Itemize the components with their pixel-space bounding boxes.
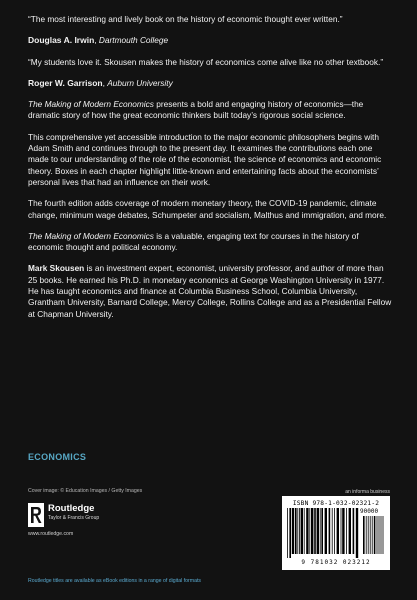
barcode-bar (320, 508, 321, 554)
author-name: Mark Skousen (28, 263, 85, 274)
quote-affiliation: Dartmouth College (98, 35, 169, 46)
description-paragraph-3: The fourth edition adds coverage of modern monetary theory, the COVID-19 pandemic, climate change, minimum wage debates, Schumpeter and socialism, Malthus and immigration, and more. (28, 198, 387, 220)
quote-author: Roger W. Garrison (28, 77, 103, 88)
barcode-bar (292, 508, 294, 554)
quote-irwin-attribution: Douglas A. Irwin, Dartmouth College (28, 35, 169, 46)
barcode-addon-bar (383, 516, 384, 554)
isbn-number: ISBN 978-1-032-02321-2 (292, 500, 380, 507)
isbn-barcode (282, 496, 390, 570)
book-title: The Making of Modern Economics (28, 99, 154, 110)
barcode-bar (346, 508, 347, 554)
author-bio (28, 263, 393, 319)
barcode-addon-bar (374, 516, 376, 554)
quote-garrison-attribution: Roger W. Garrison, Auburn University (28, 77, 173, 88)
barcode-addon-bar (363, 516, 365, 554)
barcode-bar (325, 508, 327, 554)
barcode-bar (329, 508, 331, 554)
barcode-bar (332, 508, 333, 554)
barcode-bar (337, 508, 339, 554)
barcode-bar (314, 508, 316, 554)
description-paragraph-4 (28, 231, 393, 254)
quote-irwin: “The most interesting and lively book on the history of economic thought ever written.” (28, 14, 343, 24)
barcode-addon-bar (366, 516, 367, 554)
cover-image-credit: Cover image: © Education Images / Getty Images (28, 488, 143, 494)
author-bio-text: is an investment expert, economist, university professor, and author of more than 25 books. He earned his Ph.D. in monetary economics at George Washington University in 1977. He has taught economics and finance at Columbia Business School, Columbia University, Grantham University, Barnard College, Mercy College, Rollins College and as a Presidential Fellow at Chapman University. (28, 263, 392, 319)
description-paragraph-1 (28, 99, 393, 122)
barcode-bar (295, 508, 297, 554)
barcode-bar (341, 508, 342, 554)
back-cover-text (28, 14, 393, 330)
subject-category: ECONOMICS (28, 452, 87, 462)
quote-author: Douglas A. Irwin (28, 35, 95, 46)
barcode-addon-bar (381, 516, 382, 554)
barcode-bar (297, 508, 298, 554)
quote-affiliation: Auburn University (107, 77, 173, 88)
barcode-addon-bar (379, 516, 380, 554)
barcode-bar (299, 508, 300, 554)
barcode-addon-bar (377, 516, 378, 554)
barcode-bar (311, 508, 313, 554)
barcode-bar (309, 508, 310, 554)
quote-garrison: “My students love it. Skousen makes the history of economics come alive like no other textbook.” (28, 56, 384, 67)
barcode-bar (321, 508, 323, 554)
description-text: is a valuable, engaging text for courses in the history of economic thought and political economy. (28, 230, 359, 253)
barcode-addon-bar (372, 516, 373, 554)
barcode-bar (317, 508, 319, 554)
barcode-bar (356, 508, 358, 558)
routledge-r-icon (28, 503, 44, 527)
barcode-bar (287, 508, 288, 558)
barcode-addon-bar (370, 516, 371, 554)
barcode-bar (334, 508, 335, 554)
barcode-bar (304, 508, 305, 554)
description-paragraph-2: This comprehensive yet accessible introduction to the major economic philosophers begins with Adam Smith and continues through to the present day. It examines the contributions each one made to our understanding of the role of the economist, the science of economics and economic theory. Boxes in each chapter highlight little-known and entertaining facts about the economists’ personal lives that had an influence on their work. (28, 131, 382, 187)
barcode-bar (289, 508, 291, 558)
barcode-bar (353, 508, 355, 554)
publisher-website: www.routledge.com (28, 531, 74, 537)
barcode-bar (306, 508, 308, 554)
informa-business-label: an informa business (345, 489, 390, 495)
publisher-group: Taylor & Francis Group (48, 515, 100, 521)
book-title: The Making of Modern Economics (28, 230, 154, 241)
publisher-name: Routledge (48, 503, 95, 514)
ebook-availability-note: Routledge titles are available as eBook editions in a range of digital formats (28, 578, 202, 584)
barcode-addon-bar (368, 516, 369, 554)
barcode-bar (301, 508, 303, 554)
barcode-digits: 9 781032 023212 (301, 559, 371, 566)
barcode-price-addon: 90000 (360, 508, 379, 515)
barcode-bar (349, 508, 351, 554)
description-text: presents a bold and engaging history of economics—the dramatic story of how the great economic thinkers built today’s rigorous social science. (28, 99, 364, 121)
barcode-bars (287, 508, 385, 558)
barcode-bar (342, 508, 344, 554)
